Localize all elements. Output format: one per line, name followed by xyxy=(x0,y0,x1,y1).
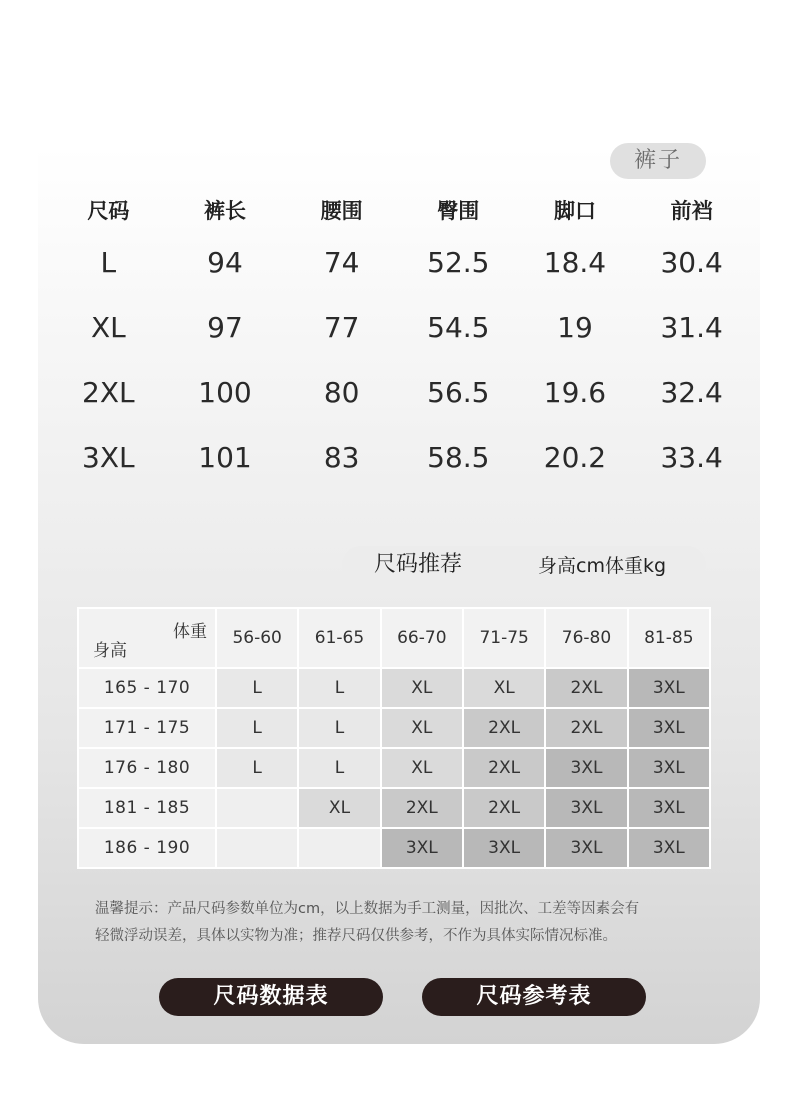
grid-header-row xyxy=(78,608,710,668)
recommended-size-cell: 3XL xyxy=(545,828,627,868)
recommended-size-cell: XL xyxy=(298,788,380,828)
measurement-cell: 101 xyxy=(198,441,252,474)
recommended-size-cell: 2XL xyxy=(381,788,463,828)
size-recommend-grid xyxy=(77,607,711,869)
header-leg-opening: 脚口 xyxy=(553,199,596,223)
recommended-size-cell: XL xyxy=(463,668,545,708)
size-reference-button[interactable]: 尺码参考表 xyxy=(422,978,646,1016)
measurement-cell: 20.2 xyxy=(543,441,607,474)
measurement-cell: 100 xyxy=(198,376,252,409)
recommended-size-cell: 2XL xyxy=(463,788,545,828)
recommended-size-cell: 3XL xyxy=(545,748,627,788)
grid-row xyxy=(78,748,710,788)
measurement-cell: 77 xyxy=(323,311,360,344)
recommended-size-cell: L xyxy=(298,668,380,708)
header-waist: 腰围 xyxy=(320,199,363,223)
size-table-row xyxy=(50,425,750,490)
grid-row xyxy=(78,708,710,748)
weight-range-header: 71-75 xyxy=(463,608,545,668)
height-range-cell: 186 - 190 xyxy=(78,828,216,868)
height-range-cell: 171 - 175 xyxy=(78,708,216,748)
measurement-cell: 56.5 xyxy=(427,376,490,409)
measurement-cell: 97 xyxy=(207,311,243,344)
recommended-size-cell: 3XL xyxy=(545,788,627,828)
recommended-size-cell: L xyxy=(298,748,380,788)
recommended-size-cell: 3XL xyxy=(628,668,710,708)
measurement-cell: 52.5 xyxy=(427,246,490,279)
recommended-size-cell: XL xyxy=(381,748,463,788)
grid-corner-cell xyxy=(78,608,216,668)
recommended-size-cell: 3XL xyxy=(628,828,710,868)
recommended-size-cell: XL xyxy=(381,668,463,708)
measurement-cell: 19 xyxy=(557,311,593,344)
size-data-button[interactable]: 尺码数据表 xyxy=(159,978,383,1016)
header-front-rise: 前裆 xyxy=(670,199,713,223)
recommended-size-cell xyxy=(298,828,380,868)
size-table-row xyxy=(50,230,750,295)
size-table-header-row xyxy=(50,190,750,230)
grid-row xyxy=(78,828,710,868)
recommended-size-cell: 3XL xyxy=(628,748,710,788)
measurement-cell: 32.4 xyxy=(660,376,723,409)
measurement-cell: 54.5 xyxy=(427,311,490,344)
size-label-cell: 3XL xyxy=(82,441,135,474)
measurement-cell: 30.4 xyxy=(660,246,723,279)
header-hip: 臀围 xyxy=(437,199,480,223)
recommend-title: 尺码推荐 xyxy=(374,552,463,577)
corner-height-label: 身高 xyxy=(93,641,127,661)
recommended-size-cell: L xyxy=(216,748,298,788)
measurement-cell: 19.6 xyxy=(543,376,607,409)
warm-tip-line-1: 温馨提示：产品尺码参数单位为cm，以上数据为手工测量，因批次、工差等因素会有 xyxy=(95,901,640,917)
category-tag: 裤子 xyxy=(610,143,706,179)
recommended-size-cell: XL xyxy=(381,708,463,748)
recommended-size-cell: 3XL xyxy=(381,828,463,868)
weight-range-header: 56-60 xyxy=(216,608,298,668)
measurement-cell: 33.4 xyxy=(660,441,723,474)
warm-tip xyxy=(95,896,735,950)
recommended-size-cell: 3XL xyxy=(628,708,710,748)
grid-row xyxy=(78,668,710,708)
measurement-cell: 58.5 xyxy=(427,441,490,474)
measurement-cell: 83 xyxy=(323,441,360,474)
measurement-cell: 18.4 xyxy=(543,246,607,279)
warm-tip-line-2: 轻微浮动误差，具体以实物为准；推荐尺码仅供参考，不作为具体实际情况标准。 xyxy=(95,928,617,944)
measurement-cell: 74 xyxy=(323,246,360,279)
weight-range-header: 76-80 xyxy=(545,608,627,668)
recommended-size-cell: L xyxy=(216,708,298,748)
height-range-cell: 176 - 180 xyxy=(78,748,216,788)
recommended-size-cell: 2XL xyxy=(545,668,627,708)
recommended-size-cell: 2XL xyxy=(545,708,627,748)
header-pants-length: 裤长 xyxy=(203,199,246,223)
height-range-cell: 165 - 170 xyxy=(78,668,216,708)
measurement-cell: 31.4 xyxy=(660,311,723,344)
corner-weight-label: 体重 xyxy=(173,622,207,642)
recommended-size-cell: 2XL xyxy=(463,748,545,788)
recommend-bar xyxy=(342,546,706,584)
measurement-cell: 94 xyxy=(207,246,243,279)
recommended-size-cell: L xyxy=(298,708,380,748)
grid-row xyxy=(78,788,710,828)
weight-range-header: 81-85 xyxy=(628,608,710,668)
recommended-size-cell: 2XL xyxy=(463,708,545,748)
recommended-size-cell xyxy=(216,788,298,828)
size-data-table xyxy=(50,190,750,490)
size-label-cell: L xyxy=(100,246,117,279)
recommend-unit-note: 身高cm体重kg xyxy=(538,555,667,577)
size-table-row xyxy=(50,295,750,360)
header-size: 尺码 xyxy=(87,199,130,223)
size-table-row xyxy=(50,360,750,425)
height-range-cell: 181 - 185 xyxy=(78,788,216,828)
weight-range-header: 66-70 xyxy=(381,608,463,668)
weight-range-header: 61-65 xyxy=(298,608,380,668)
recommended-size-cell xyxy=(216,828,298,868)
measurement-cell: 80 xyxy=(323,376,360,409)
recommended-size-cell: L xyxy=(216,668,298,708)
size-label-cell: XL xyxy=(90,311,126,344)
recommended-size-cell: 3XL xyxy=(463,828,545,868)
recommended-size-cell: 3XL xyxy=(628,788,710,828)
size-label-cell: 2XL xyxy=(82,376,135,409)
